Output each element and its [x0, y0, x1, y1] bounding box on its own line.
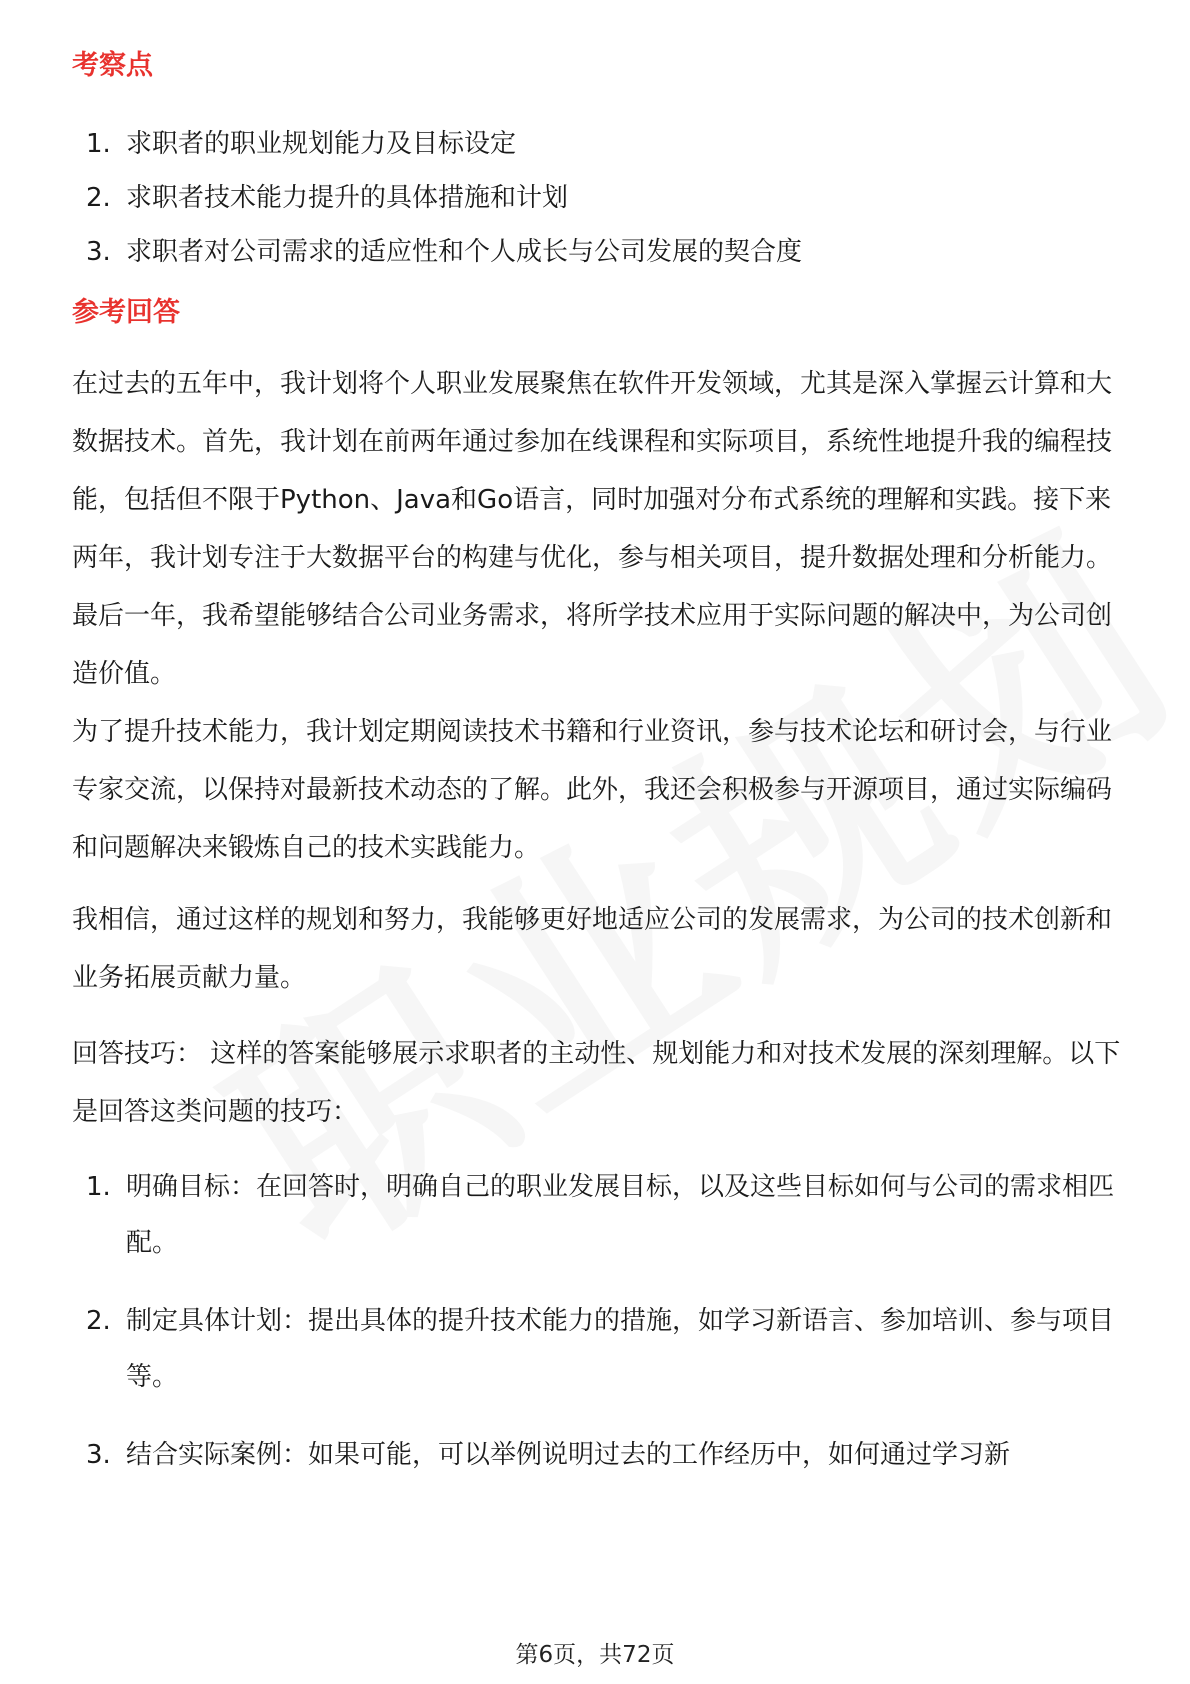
- page-number: 第6页，共72页: [515, 1642, 675, 1668]
- list-item: 2. 求职者技术能力提升的具体措施和计划: [86, 183, 569, 213]
- list-item: 1. 求职者的职业规划能力及目标设定: [86, 129, 517, 159]
- answer-paragraph-2: 为了提升技术能力，我计划定期阅读技术书籍和行业资讯，参与技术论坛和研讨会，与行业专家交流，以保持对最新技术动态的了解。此外，我还会积极参与开源项目，通过实际编码和问题解决来锻炼自己的技术实践能力。: [72, 717, 1113, 863]
- list-item: 3. 结合实际案例：如果可能，可以举例说明过去的工作经历中，如何通过学习新: [86, 1440, 1011, 1470]
- section-title-reference-answer: 参考回答: [72, 297, 180, 328]
- list-item: 3. 求职者对公司需求的适应性和个人成长与公司发展的契合度: [86, 237, 803, 267]
- list-item: 2. 制定具体计划：提出具体的提升技术能力的措施，如学习新语言、参加培训、参与项目等。: [86, 1306, 1115, 1392]
- tips-list: [72, 1159, 1122, 1483]
- list-item: 1. 明确目标：在回答时，明确自己的职业发展目标，以及这些目标如何与公司的需求相匹配。: [86, 1172, 1115, 1258]
- key-points-list: [72, 117, 1122, 279]
- section-title-key-points: 考察点: [72, 50, 153, 81]
- tips-intro-paragraph: 回答技巧： 这样的答案能够展示求职者的主动性、规划能力和对技术发展的深刻理解。以下是回答这类问题的技巧：: [72, 1039, 1121, 1127]
- answer-paragraph-1: 在过去的五年中，我计划将个人职业发展聚焦在软件开发领域，尤其是深入掌握云计算和大数据技术。首先，我计划在前两年通过参加在线课程和实际项目，系统性地提升我的编程技能，包括但不限于Python、Java和Go语言，同时加强对分布式系统的理解和实践。接下来两年，我计划专注于大数据平台的构建与优化，参与相关项目，提升数据处理和分析能力。最后一年，我希望能够结合公司业务需求，将所学技术应用于实际问题的解决中，为公司创造价值。: [72, 369, 1113, 689]
- answer-paragraph-3: 我相信，通过这样的规划和努力，我能够更好地适应公司的发展需求，为公司的技术创新和业务拓展贡献力量。: [72, 905, 1113, 993]
